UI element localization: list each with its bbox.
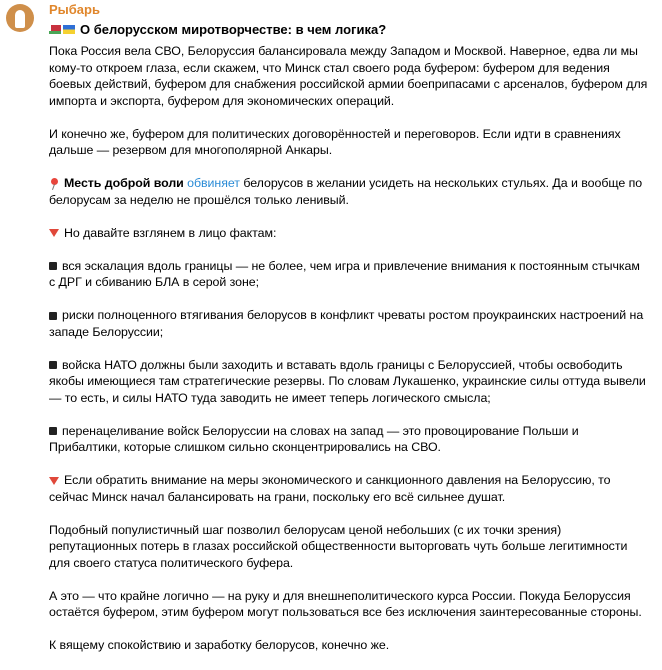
post-title-row [49,21,386,37]
black-square-icon [49,427,57,435]
red-triangle-down-icon [49,229,59,237]
paragraph-3-text: белорусов в желании усидеть на нескольких стульях. Да и вообще по белорусам за неделю не прошёлся только ленивый. [49,176,643,207]
bullet-3 [49,357,649,407]
paragraph-2: И конечно же, буфером для политических договорённостей и переговоров. Если идти в сравнениях дальше — резервом для многополярной Анкары. [49,126,621,157]
paragraph-3 [49,175,649,208]
bullet-3-text: войска НАТО должны были заходить и вставать вдоль границы с Белоруссией, чтобы освободить якобы имеющиеся там стратегические резервы. По словам Лукашенко, украинские силы оттуда вывели — то есть, и силы НАТО туда заводить не имеет теперь логического смысла; [49,357,646,405]
statue-icon [15,10,25,28]
paragraph-5 [49,472,649,505]
bullet-2 [49,307,649,340]
pushpin-icon [49,178,59,190]
channel-avatar[interactable] [6,4,34,32]
message-bubble [40,0,655,652]
paragraph-6: Подобный популистичный шаг позволил белорусам ценой небольших (с их точки зрения) репутационных потерь в глазах российской общественности выторговать чуть больше легитимности для своего статуса политического буфера. [49,522,628,570]
paragraph-7: А это — что крайне логично — на руку и для внешнеполитического курса России. Покуда Белоруссия остаётся буфером, этим буфером могут пользоваться все без исключения заинтересованные стороны. [49,588,642,619]
black-square-icon [49,361,57,369]
channel-name[interactable]: Рыбарь [49,2,100,17]
black-square-icon [49,262,57,270]
paragraph-4-text: Но давайте взглянем в лицо фактам: [64,225,277,240]
ukraine-flag-icon [63,25,75,34]
paragraph-8: К вящему спокойствию и заработку белорусов, конечно же. [49,638,390,652]
red-triangle-down-icon [49,477,59,485]
bullet-4 [49,423,649,456]
bullet-2-text: риски полноценного втягивания белорусов в конфликт чреваты ростом проукраинских настроений на западе Белоруссии; [49,308,644,339]
bullet-4-text: перенацеливание войск Белоруссии на словах на запад — это провоцирование Польши и Прибалтики, которые слишком сильно сконцентрировались на СВО. [49,423,579,454]
black-square-icon [49,312,57,320]
paragraph-5-text: Если обратить внимание на меры экономического и санкционного давления на Белоруссию, то сейчас Минск начал балансировать на грани, поскольку его всё сильнее душат. [49,473,611,504]
bold-phrase: Месть доброй воли [64,176,184,190]
paragraph-4 [49,225,649,242]
belarus-flag-icon [49,25,61,34]
post-title: О белорусском миротворчестве: в чем логика? [80,21,387,37]
accuses-link[interactable]: обвиняет [187,176,240,190]
bullet-1 [49,258,649,291]
bullet-1-text: вся эскалация вдоль границы — не более, чем игра и привлечение внимания к постоянным стычкам с ДРГ и сбиванию БЛА в серой зоне; [49,258,640,289]
paragraph-1: Пока Россия вела СВО, Белоруссия балансировала между Западом и Москвой. Наверное, едва ли мы кому-то откроем глаза, если скажем, что Минск стал своего рода буфером: буфером для ведения боевых действий, буфером для снабжения российской армии боеприпасами с арсеналов, буфером для импорта и экспорта, буфером для экономических операций. [49,44,648,108]
post-body [49,43,649,670]
